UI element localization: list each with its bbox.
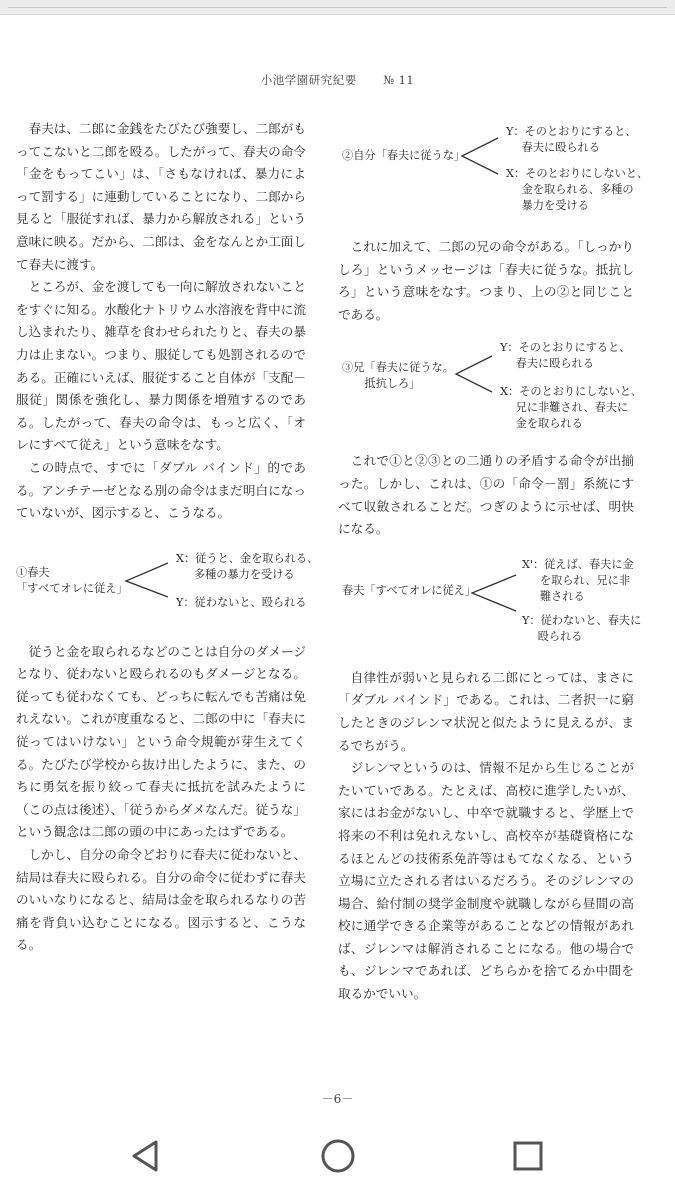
branch-text: X：従うと、金を取られる、 — [176, 551, 319, 565]
branch-text: X：そのとおりにしないと、 — [506, 167, 649, 180]
diagram-node — [342, 583, 476, 599]
paragraph: 従うと金を取られるなどのことは自分のダメージとなり、従わないと殴られるのもダメージとなる。従っても従わなくても、どっちに転んでも苦痛は免れえない。これが度重なると、二郎の中に「春夫に従ってはいけない」という命令規範が芽生えてくる。たびたび学校から抜け出したように、また、のちに勇気を振り絞って春夫に抵抗を試みたように（この点は後述）、「従うからダメなんだ。従うな」という観念は二郎の頭の中にあったはずである。 — [16, 643, 306, 840]
diagram-node — [16, 565, 128, 597]
branch-text: X：そのとおりにしないと、 — [500, 385, 643, 399]
node-label: ③兄「春夫に従うな。 — [342, 361, 454, 375]
branch-text: Y：そのとおりにすると、 — [506, 125, 637, 138]
triangle-back-icon — [126, 1136, 166, 1176]
diagram-brother-command — [338, 338, 643, 438]
node-label: ①春夫 — [16, 565, 50, 579]
branch-x — [506, 166, 648, 214]
android-nav-bar — [0, 1118, 675, 1200]
branch-text: Y：そのとおりにすると、 — [500, 341, 631, 355]
branch-text: 難される — [539, 589, 585, 603]
paragraph: これに加えて、二郎の兄の命令がある。「しっかりしろ」というメッセージは「春夫に従うな。抵抗しろ」という意味をなす。つまり、上の②と同じことである。 — [338, 239, 634, 322]
back-button[interactable] — [126, 1136, 166, 1176]
branch-text: X'：従えば、春夫に金 — [522, 557, 634, 571]
branch-y — [500, 340, 630, 372]
left-column — [16, 118, 319, 957]
branch-x-prime — [522, 557, 634, 605]
diagram-self-command — [338, 120, 649, 224]
browser-top-bar — [0, 0, 675, 15]
home-button[interactable] — [318, 1136, 358, 1176]
paragraph: ジレンマというのは、情報不足から生じることがたいていである。たとえば、高校に進学したいが、家にはお金がないし、中卒で就職すると、学歴上で将来の不利は免れえないし、高校卒が基礎資格になるほとんどの技術系免許等はもてなくなる、という立場に立たされる者はいるだろう。そのジレンマの場合、給付制の奨学金制度や就職しながら昼間の高校に通学できる企業等があることなどの情報があれば、ジレンマは解消されることになる。他の場合でも、ジレンマであれば、どちらかを捨てるか中間を取るかでいい。 — [338, 760, 634, 1002]
branch-text: を取られ、兄に非 — [539, 573, 631, 587]
paragraph: しかし、自分の命令どおりに春夫に従わないと、結局は春夫に殴られる。自分の命令に従わずに春夫のいいなりになると、結局は金を取られるなりの苦痛を背負い込むことになる。図示すると、こうなる。 — [16, 847, 306, 953]
branch-y — [522, 613, 641, 645]
node-label: ②自分「春夫に従うな」 — [342, 149, 466, 162]
branch-text: Y：従わないと、春夫に — [522, 613, 642, 627]
node-label: 抵抗しろ」 — [364, 377, 421, 391]
branch-text: 金を取られる — [515, 417, 583, 431]
right-column — [338, 118, 649, 1006]
journal-title: 小池学園研究紀要 — [260, 73, 357, 87]
branch-text: 兄に非難され、春夫に — [515, 401, 629, 415]
page-header — [0, 72, 675, 88]
paragraph: 自律性が弱いと見られる二郎にとっては、まさに「ダブル バインド」である。これは、二者択一に窮したときのジレンマ状況と似たように見えるが、まるでちがう。 — [338, 669, 634, 753]
branch-text: Y：従わないと、殴られる — [176, 595, 307, 609]
node-label: 春夫「すべてオレに従え」 — [342, 583, 477, 597]
top-divider — [8, 7, 667, 8]
branch-x — [500, 384, 642, 432]
diagram-node — [342, 360, 454, 392]
paragraph: 春夫は、二郎に金銭をたびたび強要し、二郎がもってこないと二郎を殴る。したがって、春夫の命令「金をもってこい」は、「さもなければ、暴力によって罰する」に連動していることになり、二郎から見ると「服従すれば、暴力から解放される」という意味に映る。だから、二郎は、金をなんとか工面して春夫に渡す。 — [16, 121, 306, 272]
circle-home-icon — [318, 1136, 358, 1176]
square-recents-icon — [508, 1136, 548, 1176]
recents-button[interactable] — [508, 1136, 548, 1176]
branch-text: 春夫に殴られる — [515, 357, 594, 371]
diagram-haruo-command — [16, 533, 319, 629]
node-label: 「すべてオレに従え」 — [16, 581, 128, 595]
page-number: －6－ — [321, 1092, 354, 1106]
branch-text: 殴られる — [537, 629, 583, 643]
diagram-haruo-unified — [338, 555, 642, 655]
branch-y — [506, 124, 636, 156]
paragraph: ところが、金を渡しても一向に解放されないことをすぐに知る。水酸化ナトリウム水溶液を背中に流し込まれたり、雑草を食わせられたりと、春夫の暴力は止まない。つまり、服従しても処罰されるのである。正確にいえば、服従すること自体が「支配－服従」関係を強化し、暴力関係を増殖するのである。したがって、春夫の命令は、もっと広く、「オレにすべて従え」という意味をなす。 — [16, 279, 306, 453]
paragraph: この時点で、すでに「ダブル バインド」的である。アンチテーゼとなる別の命令はまだ明白になっていないが、図示すると、こうなる。 — [16, 459, 306, 521]
branch-y — [176, 595, 306, 611]
diagram-node — [342, 148, 465, 164]
branch-text: 暴力を受ける — [521, 199, 589, 212]
paragraph: これで①と②③との二通りの矛盾する命令が出揃った。しかし、これは、①の「命令－罰」系統にすべて収斂されることだ。つぎのように示せば、明快になる。 — [338, 453, 634, 537]
branch-text: 春夫に殴られる — [521, 141, 600, 154]
branch-text: 多種の暴力を受ける — [193, 567, 295, 581]
issue-number: № 11 — [383, 73, 415, 87]
branch-text: 金を取られる、多種の — [521, 183, 634, 196]
branch-x — [176, 551, 318, 583]
